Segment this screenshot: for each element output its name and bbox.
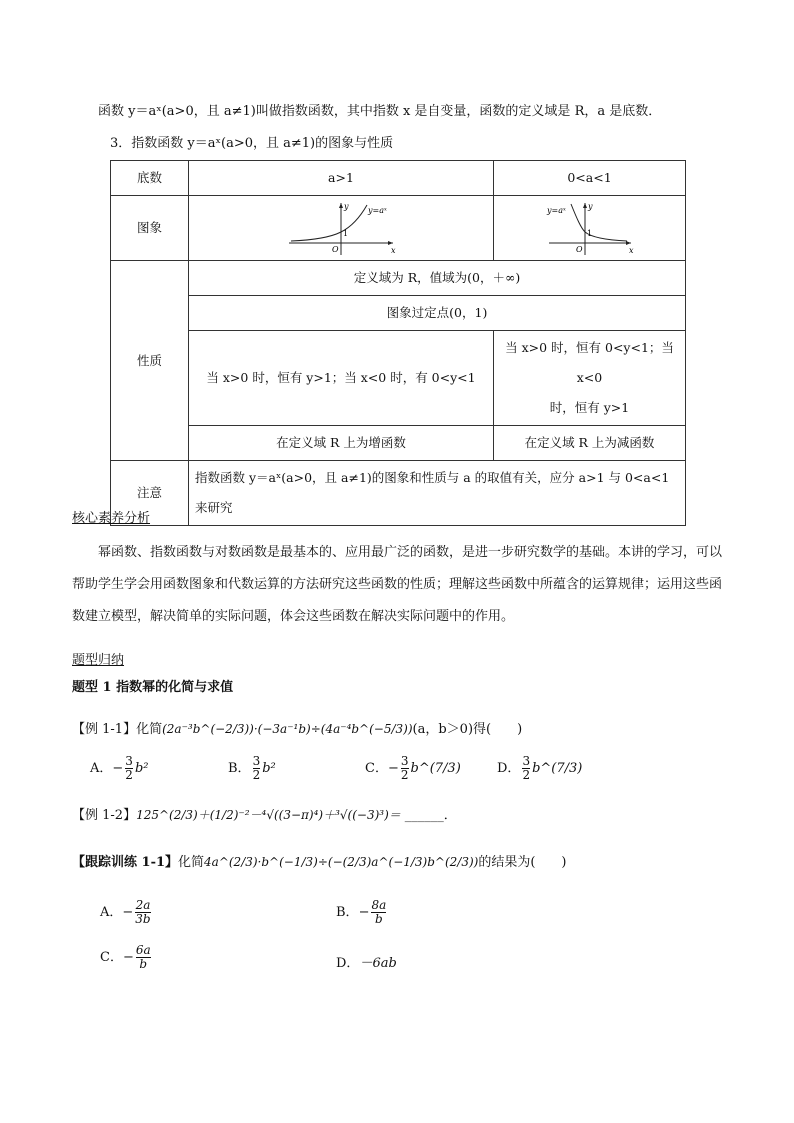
option-label: B． (228, 761, 251, 776)
origin-label: O (575, 245, 583, 254)
prop-value-range-increasing: 当 x>0 时，恒有 y>1；当 x<0 时，有 0<y<1 (189, 331, 494, 426)
numerator: 2a (135, 898, 151, 912)
row-label-graph: 图象 (111, 196, 189, 261)
denominator: 2 (125, 768, 133, 782)
example-1-1-stem (72, 720, 522, 739)
row-label-properties: 性质 (111, 261, 189, 461)
axis-label-x: x (628, 246, 634, 255)
option-sign: − (122, 950, 134, 965)
increasing-exponential-graph (281, 199, 401, 257)
prop-monotonic-increasing: 在定义域 R 上为增函数 (189, 426, 494, 461)
axis-label-x: x (391, 246, 396, 255)
option-label: D． (497, 761, 521, 776)
option-label: A． (100, 905, 123, 920)
option-b[interactable] (228, 755, 276, 782)
condition: (a，b＞0)得( ) (412, 722, 523, 737)
properties-table (110, 160, 686, 526)
option-fraction (401, 755, 409, 782)
option-label: A． (90, 761, 113, 776)
option-power: b² (134, 761, 149, 776)
stem-tail: 的结果为( ) (478, 855, 567, 870)
numerator: 3 (252, 754, 261, 768)
option-power: b^(7/3) (532, 761, 583, 776)
axis-label-y: y (587, 202, 593, 211)
denominator: 3b (135, 912, 151, 926)
option-fraction (136, 944, 151, 971)
graph-increasing-cell (189, 196, 494, 261)
option-a[interactable] (90, 755, 148, 782)
math-expression: 4a^(2/3)·b^(−1/3)÷(−(2/3)a^(−1/3)b^(2/3)) (204, 855, 479, 869)
note-cell (189, 461, 686, 526)
answer-blank[interactable]: ______． (404, 808, 457, 823)
math-expression: (2a⁻³b^(−2/3))·(−3a⁻¹b)÷(4a⁻⁴b^(−5/3)) (162, 722, 413, 736)
decreasing-exponential-graph (545, 199, 635, 257)
denominator: b (375, 912, 383, 926)
option-sign: − (358, 905, 370, 920)
option-d[interactable] (497, 755, 582, 782)
option-label: C． (100, 950, 123, 965)
option-c[interactable] (100, 944, 153, 971)
option-label: D． (336, 956, 360, 971)
intro-line: 函数 y＝aˣ(a>0，且 a≠1)叫做指数函数，其中指数 x 是自变量，函数的定义域是 R，a 是底数． (98, 104, 662, 119)
denominator: 2 (522, 768, 531, 782)
numerator: 8a (371, 898, 387, 912)
prop-value-range-decreasing (494, 331, 686, 426)
section-heading-3: 3．指数函数 y＝aˣ(a>0，且 a≠1)的图象与性质 (110, 136, 394, 151)
example-tag: 【例 1-2】 (72, 808, 137, 823)
option-b[interactable] (336, 899, 388, 926)
curve-label: y=aˣ (368, 206, 387, 215)
row-label-base: 底数 (111, 161, 189, 196)
axis-label-y: y (344, 202, 349, 211)
option-text: －6ab (359, 956, 397, 971)
option-fraction (371, 899, 386, 926)
math-expression: 125^(2/3)＋(1/2)⁻²－⁴√((3−π)⁴)＋³√((−3)³)＝ (136, 808, 401, 822)
option-c[interactable] (365, 755, 461, 782)
option-sign: − (122, 905, 134, 920)
prop-monotonic-decreasing: 在定义域 R 上为减函数 (494, 426, 686, 461)
col-header-a-lt-1: 0<a<1 (494, 161, 686, 196)
numerator: 6a (135, 943, 151, 957)
numerator: 3 (522, 754, 531, 768)
denominator: b (139, 957, 148, 971)
option-label: C． (365, 761, 388, 776)
option-a[interactable] (100, 899, 153, 926)
option-fraction (125, 755, 133, 782)
curve-label: y=aˣ (546, 206, 566, 215)
numerator: 3 (125, 754, 133, 768)
graph-decreasing-cell (494, 196, 686, 261)
example-tag: 【例 1-1】 (72, 722, 137, 737)
option-fraction (135, 899, 150, 926)
follow-up-1-1-stem (72, 853, 567, 872)
stem-prefix: 化简 (178, 855, 205, 870)
intercept-label: 1 (343, 229, 349, 238)
note-line2: 来研究 (195, 500, 233, 515)
prop-value-range-decreasing-line1: 当 x>0 时，恒有 0<y<1；当 x<0 (505, 340, 674, 385)
core-analysis-paragraph: 幂函数、指数函数与对数函数是最基本的、应用最广泛的函数，是进一步研究数学的基础。本讲的学习，可以帮助学生学会用函数图象和代数运算的方法研究这些函数的性质；理解这些函数中所蕴含的运算规律；运用这些函数建立模型，解决简单的实际问题，体会这些函数在解决实际问题中的作用。 (72, 545, 723, 624)
follow-up-tag: 【跟踪训练 1-1】 (72, 855, 179, 870)
option-fraction (253, 755, 261, 782)
option-power: b^(7/3) (410, 761, 461, 776)
prop-domain-range: 定义域为 R，值域为(0，＋∞) (189, 261, 686, 296)
option-label: B． (336, 905, 359, 920)
col-header-a-gt-1: a>1 (189, 161, 494, 196)
origin-label: O (332, 245, 339, 254)
numerator: 3 (400, 754, 409, 768)
option-sign: − (112, 761, 124, 776)
core-analysis-title: 核心素养分析 (72, 511, 151, 526)
intercept-label: 1 (586, 229, 592, 238)
option-sign: − (387, 761, 399, 776)
prop-value-range-decreasing-line2: 时，恒有 y>1 (549, 400, 630, 415)
stem-prefix: 化简 (136, 722, 163, 737)
option-power: b² (262, 761, 276, 776)
option-d[interactable] (336, 952, 397, 971)
row-label-note: 注意 (111, 461, 189, 526)
note-line1: 指数函数 y＝aˣ(a>0，且 a≠1)的图象和性质与 a 的取值有关，应分 a>1 与 0<a<1 (195, 470, 670, 485)
prop-fixed-point: 图象过定点(0，1) (189, 296, 686, 331)
question-types-title: 题型归纳 (72, 653, 125, 668)
denominator: 2 (400, 768, 409, 782)
option-fraction (522, 755, 530, 782)
denominator: 2 (252, 768, 261, 782)
type1-title: 题型 1 指数幂的化简与求值 (72, 680, 234, 695)
example-1-2-stem (72, 806, 457, 825)
